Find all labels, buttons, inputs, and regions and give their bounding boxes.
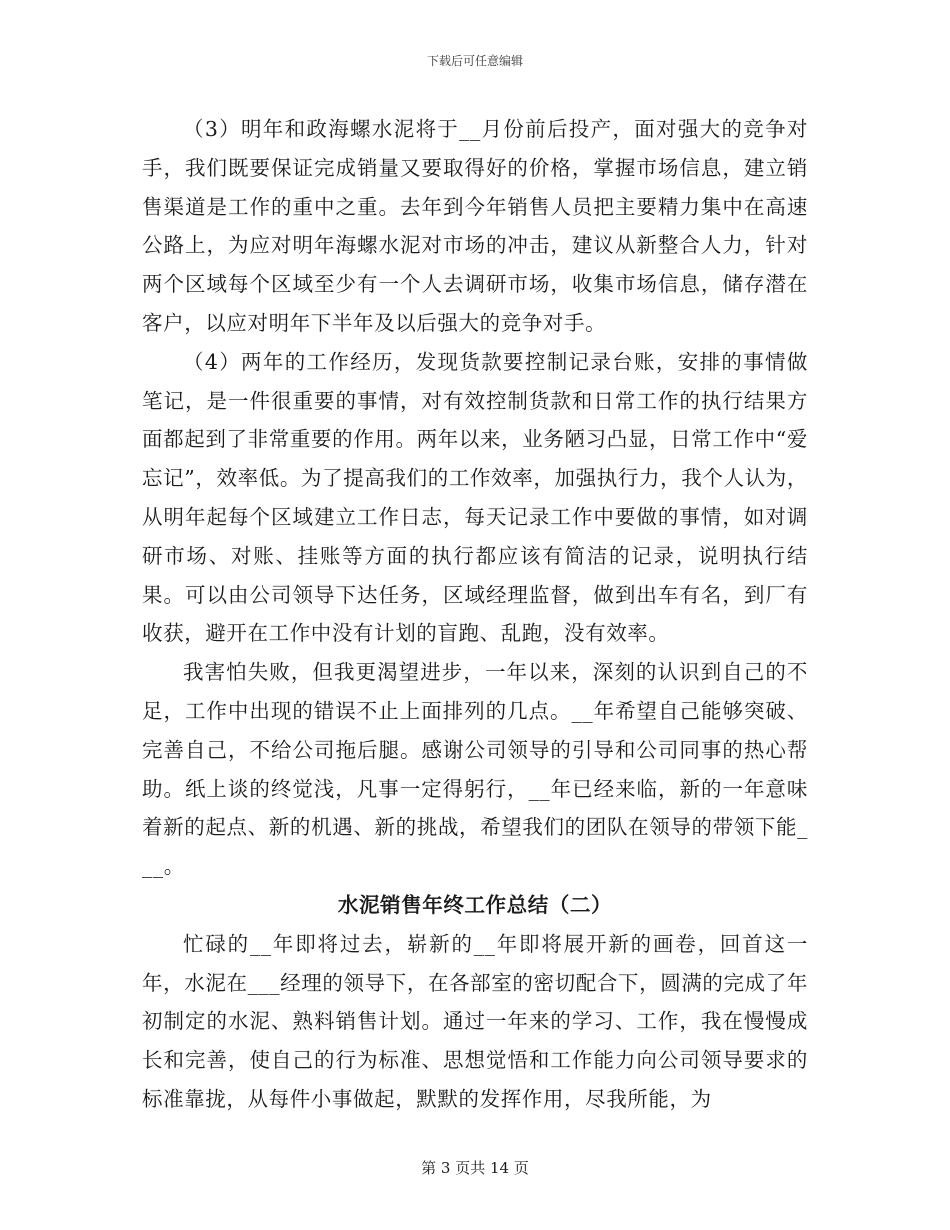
paragraph-closing: 我害怕失败，但我更渴望进步，一年以来，深刻的认识到自己的不足，工作中出现的错误不止上面排列的几点。__年希望自己能够突破、完善自己，不给公司拖后腿。感谢公司领导的引导和公司同事的热心帮助。纸上谈的终觉浅，凡事一定得躬行，__年已经来临，新的一年意味着新的起点、新的机遇、新的挑战，希望我们的团队在领导的带领下能___。 <box>142 660 808 879</box>
document-body <box>142 110 808 1119</box>
paragraph-section2-intro: 忙碌的__年即将过去，崭新的__年即将展开新的画卷，回首这一年，水泥在___经理的领导下，在各部室的密切配合下，圆满的完成了年初制定的水泥、熟料销售计划。通过一年来的学习、工作，我在慢慢成长和完善，使自己的行为标准、思想觉悟和工作能力向公司领导要求的标准靠拢，从每件小事做起，默默的发挥作用，尽我所能，为 <box>142 931 808 1111</box>
paragraph-item-4: （4）两年的工作经历，发现货款要控制记录台账，安排的事情做笔记，是一件很重要的事情，对有效控制货款和日常工作的执行结果方面都起到了非常重要的作用。两年以来，业务陋习凸显，日常工作中“爱忘记”，效率低。为了提高我们的工作效率，加强执行力，我个人认为，从明年起每个区域建立工作日志，每天记录工作中要做的事情，如对调研市场、对账、挂账等方面的执行都应该有简洁的记录，说明执行结果。可以由公司领导下达任务，区域经理监督，做到出车有名，到厂有收获，避开在工作中没有计划的盲跑、乱跑，没有效率。 <box>142 349 808 646</box>
paragraph-item-3: （3）明年和政海螺水泥将于__月份前后投产，面对强大的竞争对手，我们既要保证完成销量又要取得好的价格，掌握市场信息，建立销售渠道是工作的重中之重。去年到今年销售人员把主要精力集中在高速公路上，为应对明年海螺水泥对市场的冲击，建议从新整合人力，针对两个区域每个区域至少有一个人去调研市场，收集市场信息，储存潜在客户，以应对明年下半年及以后强大的竞争对手。 <box>142 117 808 335</box>
page-footer: 第 3 页共 14 页 <box>421 1159 529 1177</box>
page-header: 下载后可任意编辑 <box>426 54 523 68</box>
section-title: 水泥销售年终工作总结（二） <box>337 892 613 917</box>
